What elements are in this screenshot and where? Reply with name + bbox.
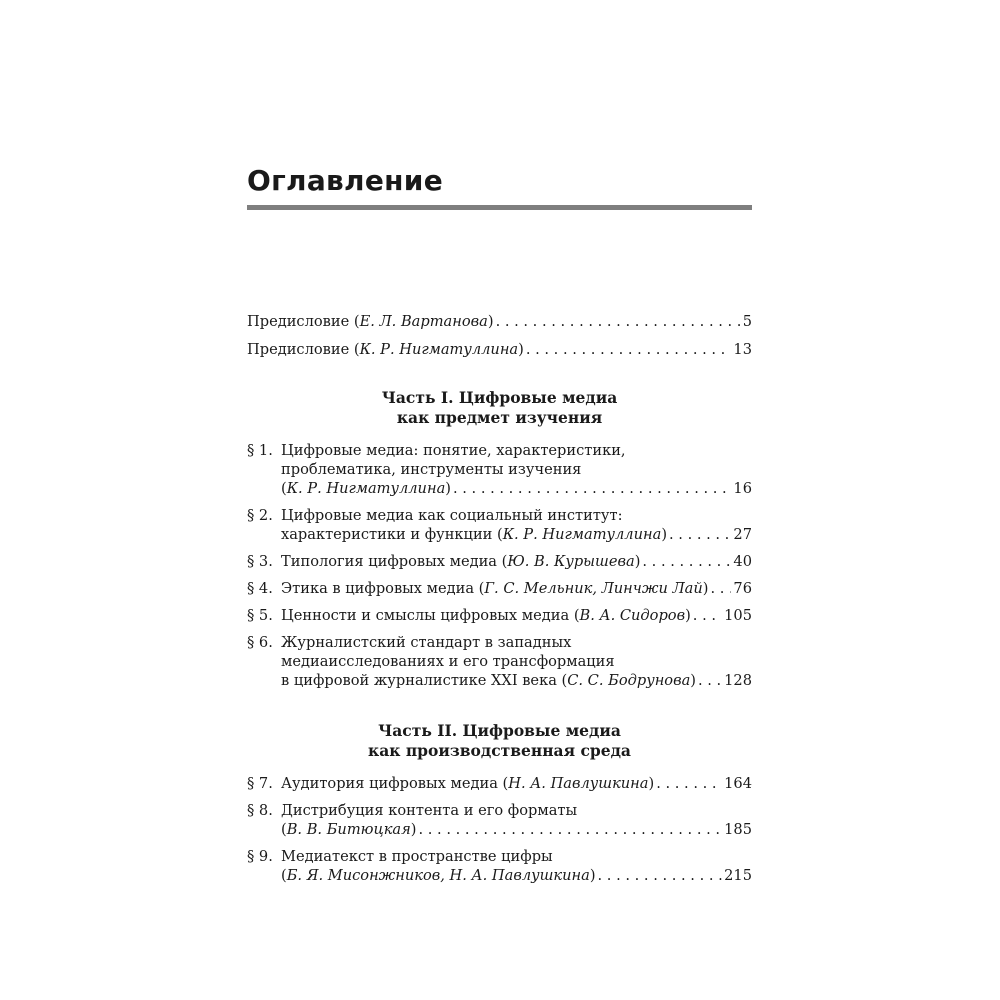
page-title: Оглавление	[247, 164, 444, 197]
entry-author: Е. Л. Вартанова	[359, 313, 488, 330]
leader-dots	[598, 866, 723, 885]
entry-author: К. Р. Нигматуллина	[286, 480, 446, 497]
page-number: 164	[724, 775, 752, 792]
toc-page	[247, 0, 752, 1000]
toc-entry-section-8[interactable]: § 8. Дистрибуция контента и его форматы (В. В. Битюцкая) . . . 185	[247, 801, 752, 839]
entry-author: С. С. Бодрунова	[567, 672, 691, 689]
entry-author: Б. Я. Мисонжников, Н. А. Павлушкина	[286, 867, 590, 884]
part-heading-2: Часть II. Цифровые медиа как производственная среда	[368, 721, 631, 760]
leader-dots	[669, 525, 731, 544]
toc-entry-section-2[interactable]: § 2. Цифровые медиа как социальный институт: характеристики и функции (К. Р. Нигматуллина) . . . 27	[247, 506, 752, 544]
leader-dots	[418, 820, 722, 839]
entry-author: К. Р. Нигматуллина	[502, 526, 662, 543]
entry-text: в цифровой журналистике XXI века (С. С. Бодрунова)	[281, 672, 696, 689]
toc-entry-section-1[interactable]: § 1. Цифровые медиа: понятие, характеристики, проблематика, инструменты изучения (К. Р. Нигматуллина) . . . 16	[247, 441, 752, 498]
entry-author: В. В. Битюцкая	[286, 821, 411, 838]
page-number: 185	[724, 821, 752, 838]
toc-entry-section-3[interactable]: § 3. Типология цифровых медиа (Ю. В. Курышева) . . . 40	[247, 552, 752, 571]
entry-text: Предисловие (К. Р. Нигматуллина)	[247, 341, 524, 358]
entry-author: Н. А. Павлушкина	[508, 775, 649, 792]
toc-entry-section-5[interactable]: § 5. Ценности и смыслы цифровых медиа (В. А. Сидоров) . . . 105	[247, 606, 752, 625]
entry-author: Г. С. Мельник, Линчжи Лай	[484, 580, 703, 597]
page-number: 27	[733, 526, 752, 543]
entry-text: Ценности и смыслы цифровых медиа (В. А. Сидоров)	[281, 607, 691, 624]
leader-dots	[642, 552, 731, 571]
entry-text: (Б. Я. Мисонжников, Н. А. Павлушкина)	[281, 867, 596, 884]
entry-text: характеристики и функции (К. Р. Нигматуллина)	[281, 526, 668, 543]
entry-text: (В. В. Битюцкая)	[281, 821, 417, 838]
page-number: 215	[724, 867, 752, 884]
entry-text: Предисловие (Е. Л. Вартанова)	[247, 313, 494, 330]
toc-entry-preface-1[interactable]	[247, 312, 752, 331]
leader-dots	[453, 479, 731, 498]
entry-text: Этика в цифровых медиа (Г. С. Мельник, Линчжи Лай)	[281, 580, 709, 597]
leader-dots	[526, 340, 732, 359]
page-number: 13	[733, 341, 752, 358]
part-heading-1: Часть I. Цифровые медиа как предмет изучения	[381, 388, 618, 427]
entry-text: (К. Р. Нигматуллина)	[281, 480, 451, 497]
toc-entry-section-9[interactable]: § 9. Медиатекст в пространстве цифры (Б. Я. Мисонжников, Н. А. Павлушкина) . . . 215	[247, 847, 752, 885]
leader-dots	[693, 606, 722, 625]
page-number: 105	[724, 607, 752, 624]
leader-dots	[710, 579, 731, 598]
toc-entry-section-6[interactable]: § 6. Журналистский стандарт в западных медиаисследованиях и его трансформация в цифровой журналистике XXI века (С. С. Бодрунова) . . . 128	[247, 633, 752, 690]
toc-entry-section-7[interactable]: § 7. Аудитория цифровых медиа (Н. А. Павлушкина) . . . 164	[247, 774, 752, 793]
leader-dots	[496, 312, 741, 331]
toc-entry-section-4[interactable]: § 4. Этика в цифровых медиа (Г. С. Мельник, Линчжи Лай) . . . 76	[247, 579, 752, 598]
entry-author: К. Р. Нигматуллина	[359, 341, 519, 358]
page-number: 128	[724, 672, 752, 689]
entry-text: Аудитория цифровых медиа (Н. А. Павлушкина)	[281, 775, 655, 792]
entry-author: В. А. Сидоров	[579, 607, 686, 624]
table-of-contents	[247, 312, 752, 885]
page-number: 16	[733, 480, 752, 497]
entry-text: Типология цифровых медиа (Ю. В. Курышева)	[281, 553, 641, 570]
leader-dots	[656, 774, 722, 793]
toc-entry-preface-2[interactable]	[247, 340, 752, 359]
page-number: 5	[742, 313, 752, 330]
page-number: 76	[733, 580, 752, 597]
title-rule	[247, 205, 752, 210]
entry-author: Ю. В. Курышева	[507, 553, 635, 570]
page-number: 40	[733, 553, 752, 570]
leader-dots	[698, 671, 722, 690]
